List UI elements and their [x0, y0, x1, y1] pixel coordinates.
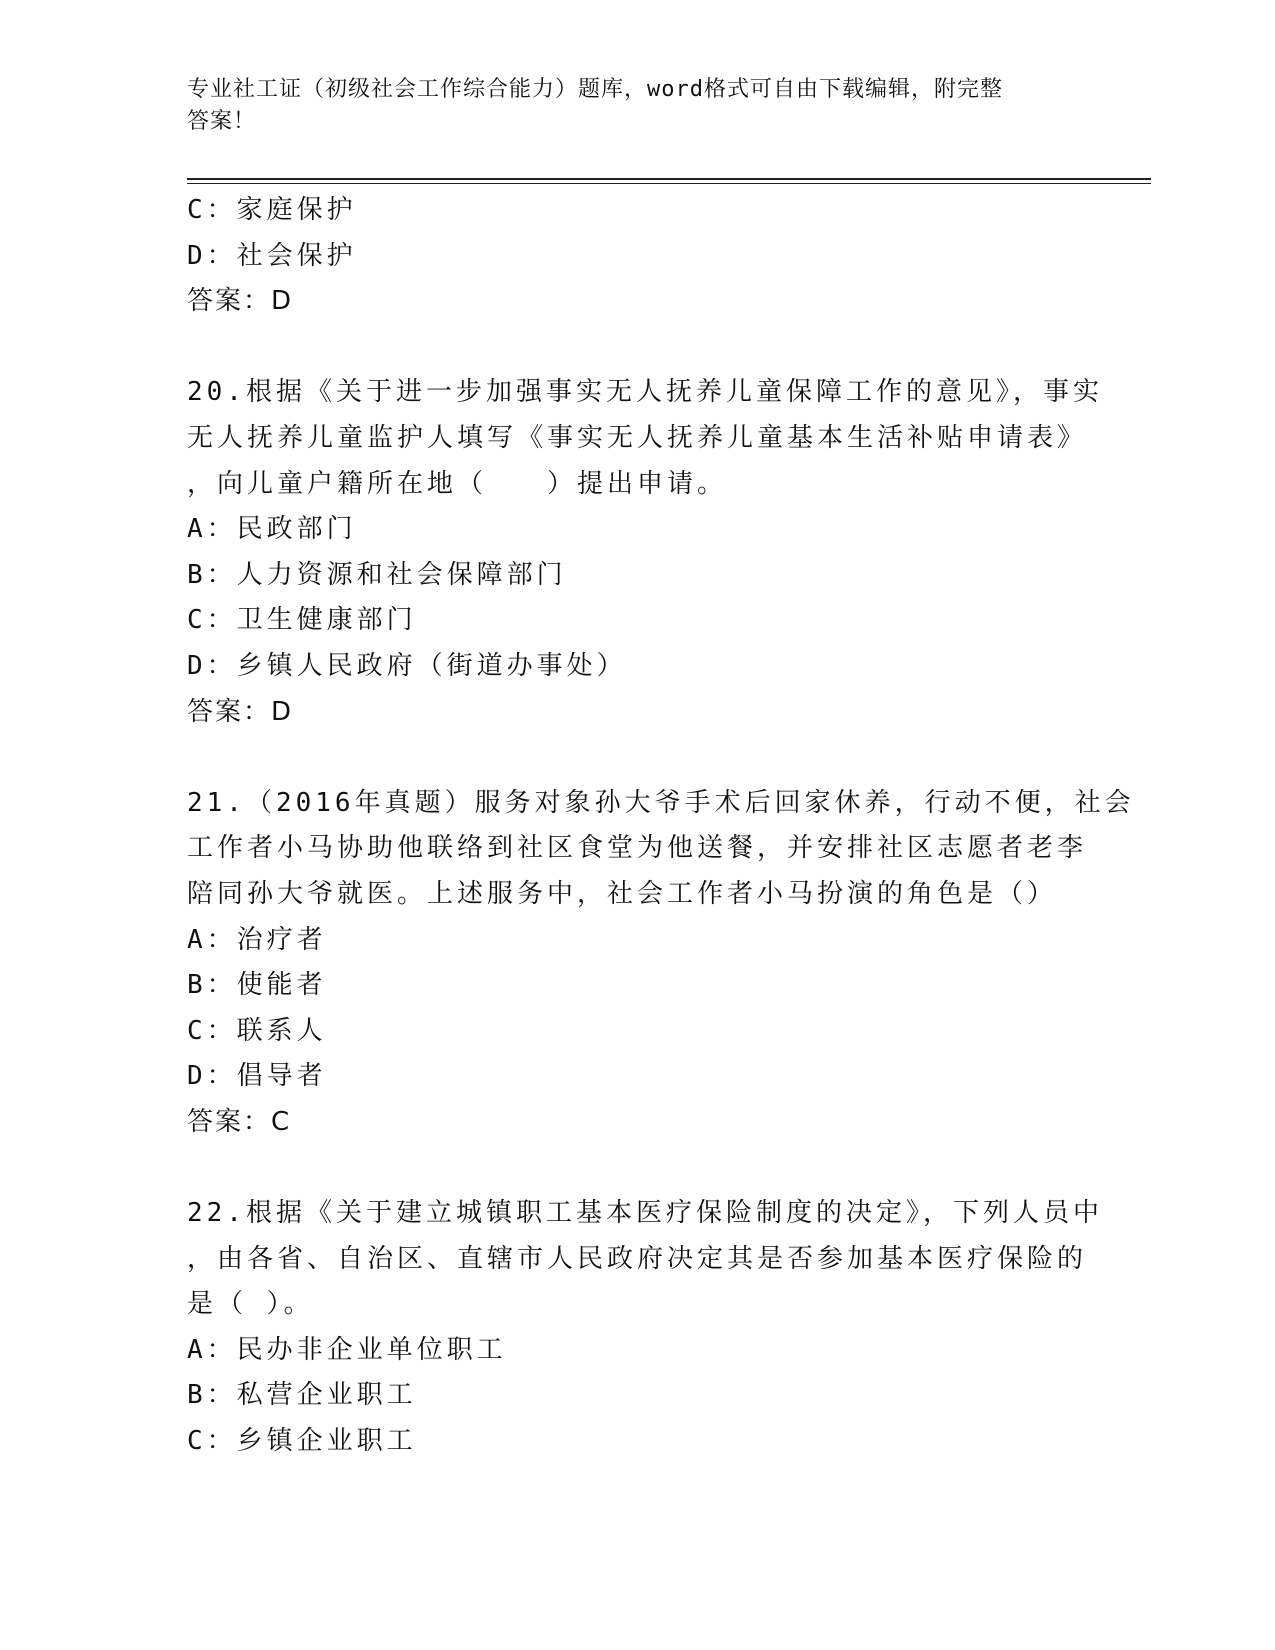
question-22 — [187, 1191, 1103, 1465]
answer-line: 答案：C — [187, 1106, 292, 1137]
option-d: D：社会保护 — [187, 240, 357, 271]
option-b: B：私营企业职工 — [187, 1380, 417, 1411]
option-b: B：使能者 — [187, 970, 327, 1001]
spacer — [187, 325, 1087, 371]
option-c: C：卫生健康部门 — [187, 605, 417, 636]
option-a: A：民政部门 — [187, 514, 357, 545]
spacer — [187, 1145, 1087, 1191]
question-20 — [187, 370, 1103, 735]
spacer — [187, 735, 1087, 781]
header-line-1: 专业社工证（初级社会工作综合能力）题库，word格式可自由下载编辑，附完整 — [187, 77, 1003, 102]
option-b: B：人力资源和社会保障部门 — [187, 559, 567, 590]
question-stem-line: 21.（2016年真题）服务对象孙大爷手术后回家休养，行动不便，社会 — [187, 787, 1135, 818]
option-a: A：民办非企业单位职工 — [187, 1334, 507, 1365]
question-stem-line: 22.根据《关于建立城镇职工基本医疗保险制度的决定》，下列人员中 — [187, 1198, 1103, 1229]
option-d: D：乡镇人民政府（街道办事处） — [187, 650, 627, 681]
header-divider-thin — [187, 183, 1151, 184]
answer-line: 答案：D — [187, 286, 294, 317]
question-stem-line: 工作者小马协助他联络到社区食堂为他送餐，并安排社区志愿者老李 — [187, 833, 1088, 864]
question-stem-line: 20.根据《关于进一步加强事实无人抚养儿童保障工作的意见》，事实 — [187, 377, 1103, 408]
question-19-continuation — [187, 188, 1087, 325]
option-c: C：家庭保护 — [187, 195, 357, 225]
option-c: C：乡镇企业职工 — [187, 1426, 417, 1457]
option-d: D：倡导者 — [187, 1061, 327, 1092]
header-line-2: 答案！ — [187, 109, 257, 134]
question-stem-line: 陪同孙大爷就医。上述服务中，社会工作者小马扮演的角色是（） — [187, 878, 1058, 909]
answer-line: 答案：D — [187, 696, 294, 727]
question-21 — [187, 781, 1135, 1146]
question-stem-line: ，向儿童户籍所在地（ ）提出申请。 — [187, 468, 728, 499]
question-stem-line: ，由各省、自治区、直辖市人民政府决定其是否参加基本医疗保险的 — [187, 1243, 1088, 1274]
document-header — [187, 74, 1067, 138]
option-a: A：治疗者 — [187, 924, 327, 955]
question-stem-line: 是（ ）。 — [187, 1289, 314, 1320]
question-stem-line: 无人抚养儿童监护人填写《事实无人抚养儿童基本生活补贴申请表》 — [187, 422, 1088, 453]
option-c: C：联系人 — [187, 1015, 327, 1046]
header-divider-thick — [187, 178, 1151, 180]
question-list — [187, 188, 1135, 1465]
